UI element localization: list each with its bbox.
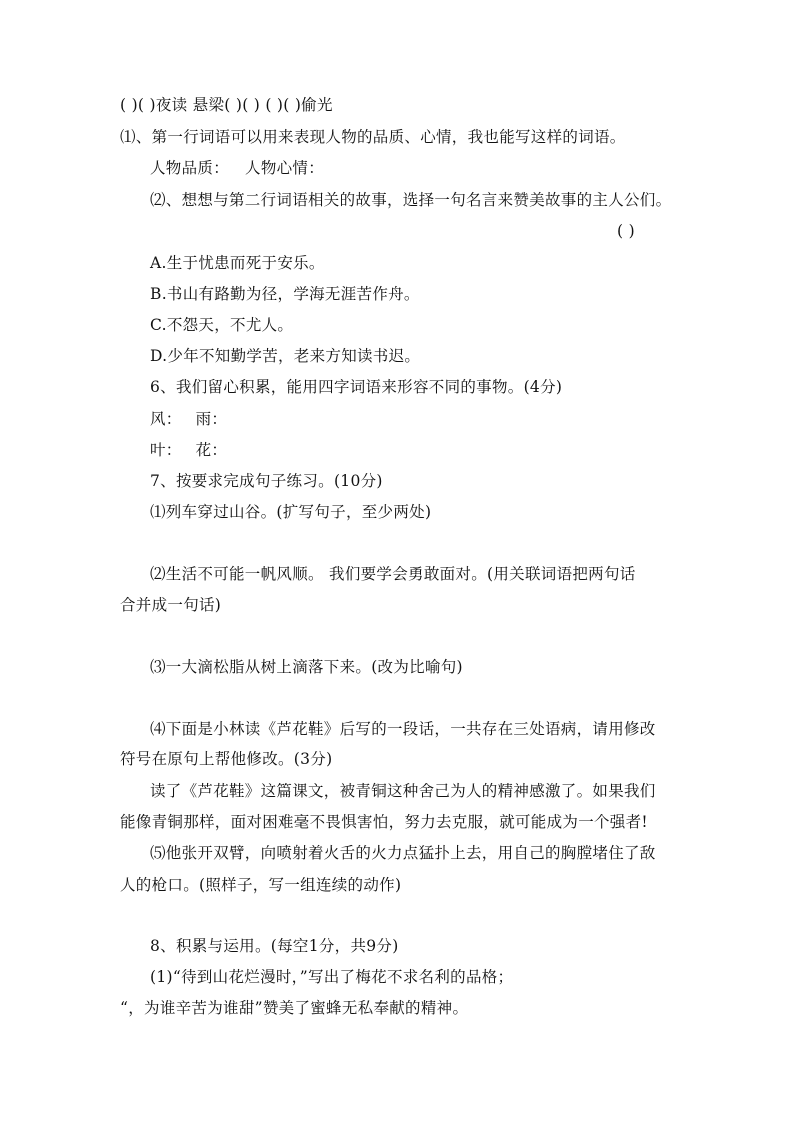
leaf-label: 叶：	[150, 441, 182, 459]
leaf-flower-line	[150, 439, 227, 461]
wind-rain-line	[150, 408, 227, 430]
quality-mood-line	[150, 157, 324, 179]
option-a: A.生于忧患而死于安乐。	[150, 254, 325, 272]
question-7-4-line1: ⑷下面是小林读《芦花鞋》后写的一段话，一共存在三处语病，请用修改	[150, 720, 656, 738]
question-7-2-line1: ⑵生活不可能一帆风顺。 我们要学会勇敢面对。(用关联词语把两句话	[150, 565, 636, 583]
question-8: 8、积累与运用。(每空1分，共9分)	[150, 937, 399, 955]
question-6: 6、我们留心积累，能用四字词语来形容不同的事物。(4分)	[150, 378, 563, 396]
question-7-5-line2: 人的枪口。(照样子，写一组连续的动作)	[120, 876, 402, 894]
question-8-1-line1: (1)“待到山花烂漫时，”写出了梅花不求名利的品格；	[150, 968, 514, 986]
option-c: C.不怨天，不尤人。	[150, 316, 294, 334]
question-7: 7、按要求完成句子练习。(10分)	[150, 472, 383, 490]
question-7-2-line2: 合并成一句话)	[120, 596, 222, 614]
quality-label: 人物品质：	[150, 159, 230, 177]
question-7-4-passage-line2: 能像青铜那样，面对困难毫不畏惧害怕，努力去克服，就可能成为一个强者!	[120, 813, 648, 831]
option-d: D.少年不知勤学苦，老来方知读书迟。	[150, 347, 421, 365]
question-7-4-passage-line1: 读了《芦花鞋》这篇课文，被青铜这种舍己为人的精神感激了。如果我们	[150, 782, 656, 800]
question-8-1-line2: “，为谁辛苦为谁甜”赞美了蜜蜂无私奉献的精神。	[120, 999, 469, 1017]
idiom-blanks-line: ( )( )夜读 悬梁( )( ) ( )( )偷光	[120, 96, 333, 114]
question-7-5-line1: ⑸他张开双臂，向喷射着火舌的火力点猛扑上去，用自己的胸膛堵住了敌	[150, 844, 656, 862]
question-5-2: ⑵、想想与第二行词语相关的故事，选择一句名言来赞美故事的主人公们。	[150, 191, 672, 209]
option-b: B.书山有路勤为径，学海无涯苦作舟。	[150, 285, 420, 303]
answer-paren: ( )	[617, 222, 635, 240]
question-5-1: ⑴、第一行词语可以用来表现人物的品质、心情，我也能写这样的词语。	[120, 128, 626, 146]
question-7-1: ⑴列车穿过山谷。(扩写句子，至少两处)	[150, 503, 432, 521]
wind-label: 风：	[150, 410, 182, 428]
rain-label: 雨：	[195, 410, 228, 428]
flower-label: 花：	[195, 441, 228, 459]
mood-label: 人物心情：	[245, 159, 325, 177]
question-7-3: ⑶一大滴松脂从树上滴落下来。(改为比喻句)	[150, 658, 463, 676]
question-7-4-line2: 符号在原句上帮他修改。(3分)	[120, 750, 333, 768]
